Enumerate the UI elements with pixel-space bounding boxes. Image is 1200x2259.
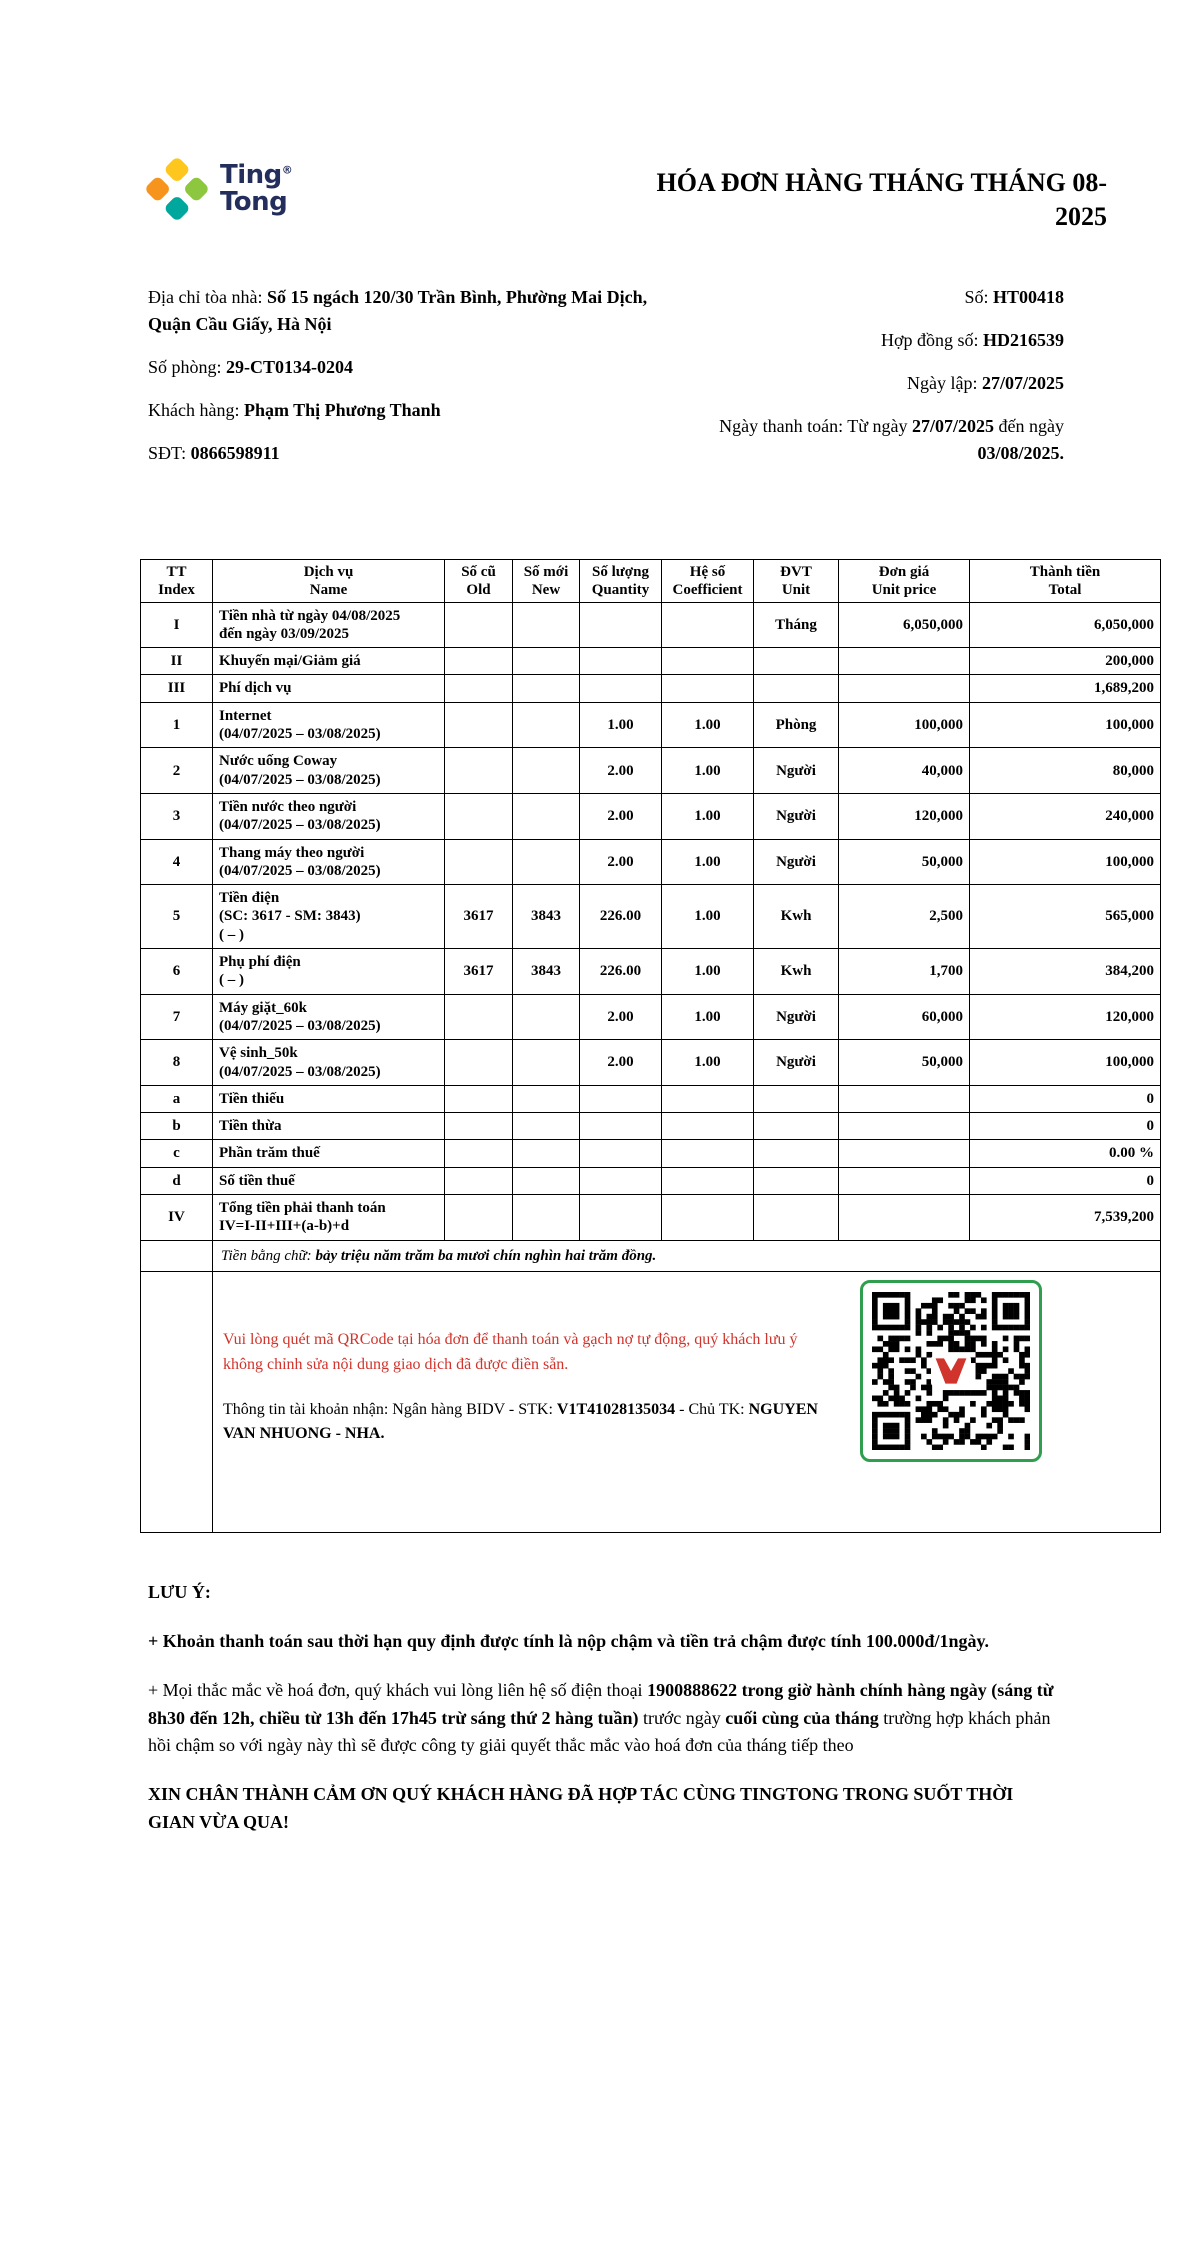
table-head bbox=[141, 559, 1161, 602]
table-header-row bbox=[141, 559, 1161, 602]
cell-new bbox=[513, 1085, 580, 1112]
cell-tt: 3 bbox=[141, 793, 213, 839]
room-label: Số phòng: bbox=[148, 356, 227, 377]
cell-new bbox=[513, 793, 580, 839]
cell-unit bbox=[754, 1195, 839, 1241]
cell-price bbox=[839, 1167, 970, 1194]
table-row bbox=[141, 702, 1161, 748]
cell-coef bbox=[662, 1167, 754, 1194]
cell-unit bbox=[754, 1140, 839, 1167]
hotline-and-hours: 1900888622 trong giờ hành chính hàng ngày (sáng từ 8h30 đến 12h, chiều từ 13h đến 17h45 trừ sáng thứ 2 hàng tuần) bbox=[148, 1679, 1054, 1728]
cell-coef bbox=[662, 602, 754, 648]
cell-unit: Người bbox=[754, 1040, 839, 1086]
cell-price: 50,000 bbox=[839, 1040, 970, 1086]
cell-coef bbox=[662, 1140, 754, 1167]
cell-old bbox=[445, 793, 513, 839]
cell-tt bbox=[141, 1240, 213, 1271]
column-header: Thành tiền Total bbox=[970, 559, 1161, 602]
cell-name: Tổng tiền phải thanh toán IV=I-II+III+(a-b)+d bbox=[213, 1195, 445, 1241]
tingtong-logo-icon bbox=[146, 158, 208, 220]
cell-new bbox=[513, 602, 580, 648]
cell-name: Khuyến mại/Giảm giá bbox=[213, 648, 445, 675]
table-row bbox=[141, 949, 1161, 995]
cell-tt: d bbox=[141, 1167, 213, 1194]
cell-total: 6,050,000 bbox=[970, 602, 1161, 648]
qr-row bbox=[141, 1271, 1161, 1532]
table-row bbox=[141, 675, 1161, 702]
cell-unit: Người bbox=[754, 748, 839, 794]
cell-price bbox=[839, 675, 970, 702]
cell-tt: 6 bbox=[141, 949, 213, 995]
account-info bbox=[223, 1398, 823, 1448]
table-foot bbox=[141, 1240, 1161, 1532]
contact-note-part1: + Mọi thắc mắc về hoá đơn, quý khách vui lòng liên hệ số điện thoại bbox=[148, 1679, 648, 1700]
cell-total: 240,000 bbox=[970, 793, 1161, 839]
qr-cell bbox=[213, 1271, 1161, 1532]
phone-line bbox=[148, 440, 653, 467]
cell-name: Tiền thừa bbox=[213, 1113, 445, 1140]
cell-total: 0.00 % bbox=[970, 1140, 1161, 1167]
cell-qty: 2.00 bbox=[580, 748, 662, 794]
cell-tt: I bbox=[141, 602, 213, 648]
amount-words-label: Tiền bằng chữ: bbox=[221, 1247, 316, 1264]
qr-instruction-note: Vui lòng quét mã QRCode tại hóa đơn để thanh toán và gạch nợ tự động, quý khách lưu ý không chỉnh sửa nội dung giao dịch đã được điền sẵn. bbox=[223, 1330, 798, 1373]
invoice-number-line bbox=[674, 284, 1064, 311]
cell-qty: 2.00 bbox=[580, 1040, 662, 1086]
cell-new bbox=[513, 702, 580, 748]
cell-new bbox=[513, 1195, 580, 1241]
contact-note-part3: trước ngày bbox=[638, 1707, 726, 1728]
cell-total: 0 bbox=[970, 1167, 1161, 1194]
logo-line1: Ting bbox=[220, 160, 282, 191]
cell-coef: 1.00 bbox=[662, 839, 754, 885]
cell-old bbox=[445, 994, 513, 1040]
cell-price: 1,700 bbox=[839, 949, 970, 995]
footer-notes bbox=[0, 1533, 1200, 1837]
issue-date-line bbox=[674, 370, 1064, 397]
cell-coef bbox=[662, 675, 754, 702]
contact-note bbox=[148, 1677, 1062, 1761]
room-line bbox=[148, 354, 653, 381]
cell-total: 565,000 bbox=[970, 885, 1161, 949]
cell-new bbox=[513, 648, 580, 675]
column-header: Số lượng Quantity bbox=[580, 559, 662, 602]
cell-qty bbox=[580, 1195, 662, 1241]
payment-prefix: Ngày thanh toán: Từ ngày bbox=[719, 415, 912, 436]
table-row bbox=[141, 1140, 1161, 1167]
cell-tt: 2 bbox=[141, 748, 213, 794]
cell-unit bbox=[754, 675, 839, 702]
cell-new bbox=[513, 1040, 580, 1086]
cell-qty bbox=[580, 1113, 662, 1140]
cell-qty: 1.00 bbox=[580, 702, 662, 748]
cell-coef bbox=[662, 1113, 754, 1140]
cell-tt: 7 bbox=[141, 994, 213, 1040]
cell-price bbox=[839, 648, 970, 675]
issue-date-label: Ngày lập: bbox=[907, 372, 982, 393]
cell-price bbox=[839, 1113, 970, 1140]
cell-coef: 1.00 bbox=[662, 885, 754, 949]
address-line bbox=[148, 284, 653, 338]
invoice-info bbox=[0, 234, 1200, 483]
cell-new bbox=[513, 994, 580, 1040]
cell-old: 3617 bbox=[445, 885, 513, 949]
cell-old bbox=[445, 1113, 513, 1140]
cell-tt: a bbox=[141, 1085, 213, 1112]
cell-coef: 1.00 bbox=[662, 949, 754, 995]
payment-mid: đến ngày bbox=[994, 415, 1064, 436]
logo-wordmark bbox=[220, 162, 292, 215]
cell-coef: 1.00 bbox=[662, 994, 754, 1040]
cell-price: 40,000 bbox=[839, 748, 970, 794]
cell-tt: 4 bbox=[141, 839, 213, 885]
cell-name: Phí dịch vụ bbox=[213, 675, 445, 702]
cell-unit bbox=[754, 1167, 839, 1194]
logo-line2: Tong bbox=[220, 187, 288, 217]
cell-tt: II bbox=[141, 648, 213, 675]
cell-qty bbox=[580, 602, 662, 648]
table-row bbox=[141, 748, 1161, 794]
late-payment-note: + Khoản thanh toán sau thời hạn quy định được tính là nộp chậm và tiền trả chậm được tính 100.000đ/1ngày. bbox=[148, 1630, 989, 1651]
cell-unit: Phòng bbox=[754, 702, 839, 748]
table-row bbox=[141, 793, 1161, 839]
account-number: V1T41028135034 bbox=[556, 1400, 676, 1418]
cell-unit: Người bbox=[754, 793, 839, 839]
cell-tt: IV bbox=[141, 1195, 213, 1241]
table-row bbox=[141, 839, 1161, 885]
cell-qty: 2.00 bbox=[580, 994, 662, 1040]
cell-coef bbox=[662, 1195, 754, 1241]
account-holder-name: NGUYEN VAN NHUONG - NHA. bbox=[223, 1400, 818, 1443]
cell-total: 100,000 bbox=[970, 1040, 1161, 1086]
cell-price: 100,000 bbox=[839, 702, 970, 748]
cell-tt: 1 bbox=[141, 702, 213, 748]
cell-price: 6,050,000 bbox=[839, 602, 970, 648]
cell-name: Tiền nước theo người (04/07/2025 – 03/08/2025) bbox=[213, 793, 445, 839]
cell-price: 2,500 bbox=[839, 885, 970, 949]
cell-coef: 1.00 bbox=[662, 748, 754, 794]
cell-qty: 2.00 bbox=[580, 839, 662, 885]
qr-v-logo bbox=[931, 1356, 971, 1386]
cell-tt bbox=[141, 1271, 213, 1532]
contact-note-part5: trường hợp khách phản hồi chậm so với ngày này thì sẽ được công ty giải quyết thắc mắc vào hoá đơn của tháng tiếp theo bbox=[148, 1707, 1051, 1756]
cell-name: Thang máy theo người (04/07/2025 – 03/08/2025) bbox=[213, 839, 445, 885]
invoice-number-label: Số: bbox=[964, 286, 993, 307]
cell-old bbox=[445, 648, 513, 675]
cell-coef bbox=[662, 1085, 754, 1112]
cell-new bbox=[513, 1140, 580, 1167]
cell-name: Tiền điện (SC: 3617 - SM: 3843) ( – ) bbox=[213, 885, 445, 949]
issue-date-value: 27/07/2025 bbox=[981, 372, 1064, 393]
deadline-phrase: cuối cùng của tháng bbox=[725, 1707, 879, 1728]
thanks-note: XIN CHÂN THÀNH CẢM ƠN QUÝ KHÁCH HÀNG ĐÃ HỢP TÁC CÙNG TINGTONG TRONG SUỐT THỜI GIAN VỪA QUA! bbox=[148, 1784, 1014, 1833]
table-row bbox=[141, 1040, 1161, 1086]
cell-name: Internet (04/07/2025 – 03/08/2025) bbox=[213, 702, 445, 748]
column-header: Dịch vụ Name bbox=[213, 559, 445, 602]
table-body bbox=[141, 602, 1161, 1240]
amount-in-words-row bbox=[141, 1240, 1161, 1271]
cell-new bbox=[513, 1167, 580, 1194]
customer-label: Khách hàng: bbox=[148, 399, 244, 420]
column-header: TT Index bbox=[141, 559, 213, 602]
info-right-column bbox=[674, 284, 1064, 483]
cell-unit bbox=[754, 1113, 839, 1140]
cell-total: 200,000 bbox=[970, 648, 1161, 675]
table-row bbox=[141, 885, 1161, 949]
cell-new bbox=[513, 839, 580, 885]
cell-old: 3617 bbox=[445, 949, 513, 995]
phone-label: SĐT: bbox=[148, 442, 191, 463]
room-value: 29-CT0134-0204 bbox=[226, 356, 354, 377]
table-row bbox=[141, 1113, 1161, 1140]
header bbox=[0, 0, 1200, 234]
cell-old bbox=[445, 602, 513, 648]
column-header: Hệ số Coefficient bbox=[662, 559, 754, 602]
cell-coef: 1.00 bbox=[662, 1040, 754, 1086]
cell-name: Nước uống Coway (04/07/2025 – 03/08/2025) bbox=[213, 748, 445, 794]
cell-old bbox=[445, 1195, 513, 1241]
cell-name: Tiền nhà từ ngày 04/08/2025 đến ngày 03/09/2025 bbox=[213, 602, 445, 648]
cell-price bbox=[839, 1140, 970, 1167]
amount-words-value: bảy triệu năm trăm ba mươi chín nghìn hai trăm đồng. bbox=[315, 1247, 657, 1264]
cell-qty bbox=[580, 675, 662, 702]
cell-tt: 5 bbox=[141, 885, 213, 949]
cell-unit: Tháng bbox=[754, 602, 839, 648]
cell-old bbox=[445, 702, 513, 748]
phone-value: 0866598911 bbox=[190, 442, 280, 463]
table-row bbox=[141, 994, 1161, 1040]
cell-qty bbox=[580, 1085, 662, 1112]
cell-name: Phụ phí điện ( – ) bbox=[213, 949, 445, 995]
cell-price: 50,000 bbox=[839, 839, 970, 885]
cell-price bbox=[839, 1085, 970, 1112]
cell-tt: c bbox=[141, 1140, 213, 1167]
cell-name: Máy giặt_60k (04/07/2025 – 03/08/2025) bbox=[213, 994, 445, 1040]
cell-coef: 1.00 bbox=[662, 702, 754, 748]
contract-value: HD216539 bbox=[983, 329, 1064, 350]
cell-name: Vệ sinh_50k (04/07/2025 – 03/08/2025) bbox=[213, 1040, 445, 1086]
cell-old bbox=[445, 1140, 513, 1167]
payment-from-date: 27/07/2025 bbox=[912, 415, 995, 436]
cell-qty bbox=[580, 1140, 662, 1167]
customer-value: Phạm Thị Phương Thanh bbox=[243, 399, 441, 420]
cell-old bbox=[445, 675, 513, 702]
cell-qty: 226.00 bbox=[580, 949, 662, 995]
cell-unit: Người bbox=[754, 994, 839, 1040]
cell-qty: 226.00 bbox=[580, 885, 662, 949]
cell-qty: 2.00 bbox=[580, 793, 662, 839]
cell-unit bbox=[754, 1085, 839, 1112]
amount-in-words-cell bbox=[213, 1240, 1161, 1271]
cell-total: 100,000 bbox=[970, 702, 1161, 748]
table-row bbox=[141, 1167, 1161, 1194]
cell-price: 60,000 bbox=[839, 994, 970, 1040]
column-header: ĐVT Unit bbox=[754, 559, 839, 602]
cell-coef: 1.00 bbox=[662, 793, 754, 839]
cell-total: 7,539,200 bbox=[970, 1195, 1161, 1241]
cell-old bbox=[445, 839, 513, 885]
contract-label: Hợp đồng số: bbox=[880, 329, 983, 350]
cell-total: 0 bbox=[970, 1113, 1161, 1140]
cell-total: 0 bbox=[970, 1085, 1161, 1112]
column-header: Số cũ Old bbox=[445, 559, 513, 602]
cell-old bbox=[445, 1085, 513, 1112]
cell-new: 3843 bbox=[513, 949, 580, 995]
column-header: Đơn giá Unit price bbox=[839, 559, 970, 602]
cell-old bbox=[445, 748, 513, 794]
cell-unit: Người bbox=[754, 839, 839, 885]
cell-total: 384,200 bbox=[970, 949, 1161, 995]
column-header: Số mới New bbox=[513, 559, 580, 602]
cell-new: 3843 bbox=[513, 885, 580, 949]
table-row bbox=[141, 1195, 1161, 1241]
cell-total: 1,689,200 bbox=[970, 675, 1161, 702]
cell-tt: 8 bbox=[141, 1040, 213, 1086]
cell-qty bbox=[580, 648, 662, 675]
cell-total: 120,000 bbox=[970, 994, 1161, 1040]
account-prefix: Thông tin tài khoản nhận: Ngân hàng BIDV - STK: bbox=[223, 1400, 557, 1418]
contract-line bbox=[674, 327, 1064, 354]
footer-heading: LƯU Ý: bbox=[148, 1581, 211, 1602]
cell-unit: Kwh bbox=[754, 885, 839, 949]
page-title: HÓA ĐƠN HÀNG THÁNG THÁNG 08-2025 bbox=[656, 168, 1107, 231]
payment-period-line bbox=[674, 413, 1064, 467]
customer-line bbox=[148, 397, 653, 424]
address-value: Số 15 ngách 120/30 Trần Bình, Phường Mai Dịch, Quận Cầu Giấy, Hà Nội bbox=[148, 286, 648, 334]
cell-new bbox=[513, 748, 580, 794]
cell-old bbox=[445, 1040, 513, 1086]
cell-name: Phần trăm thuế bbox=[213, 1140, 445, 1167]
cell-tt: b bbox=[141, 1113, 213, 1140]
tingtong-logo bbox=[146, 158, 292, 220]
cell-price bbox=[839, 1195, 970, 1241]
cell-name: Tiền thiếu bbox=[213, 1085, 445, 1112]
cell-qty bbox=[580, 1167, 662, 1194]
info-left-column bbox=[148, 284, 653, 483]
cell-tt: III bbox=[141, 675, 213, 702]
table-row bbox=[141, 1085, 1161, 1112]
invoice-table-wrap bbox=[140, 559, 1200, 1533]
account-mid: - Chủ TK: bbox=[675, 1400, 749, 1418]
cell-total: 100,000 bbox=[970, 839, 1161, 885]
cell-coef bbox=[662, 648, 754, 675]
cell-price: 120,000 bbox=[839, 793, 970, 839]
cell-name: Số tiền thuế bbox=[213, 1167, 445, 1194]
registered-mark: ® bbox=[281, 163, 293, 177]
cell-new bbox=[513, 675, 580, 702]
cell-old bbox=[445, 1167, 513, 1194]
invoice-number-value: HT00418 bbox=[992, 286, 1064, 307]
cell-total: 80,000 bbox=[970, 748, 1161, 794]
cell-unit bbox=[754, 648, 839, 675]
qr-code bbox=[860, 1280, 1042, 1462]
address-label: Địa chỉ tòa nhà: bbox=[148, 286, 267, 307]
payment-to-date: 03/08/2025. bbox=[977, 442, 1064, 463]
cell-new bbox=[513, 1113, 580, 1140]
table-row bbox=[141, 648, 1161, 675]
table-row bbox=[141, 602, 1161, 648]
invoice-table bbox=[140, 559, 1161, 1533]
cell-unit: Kwh bbox=[754, 949, 839, 995]
